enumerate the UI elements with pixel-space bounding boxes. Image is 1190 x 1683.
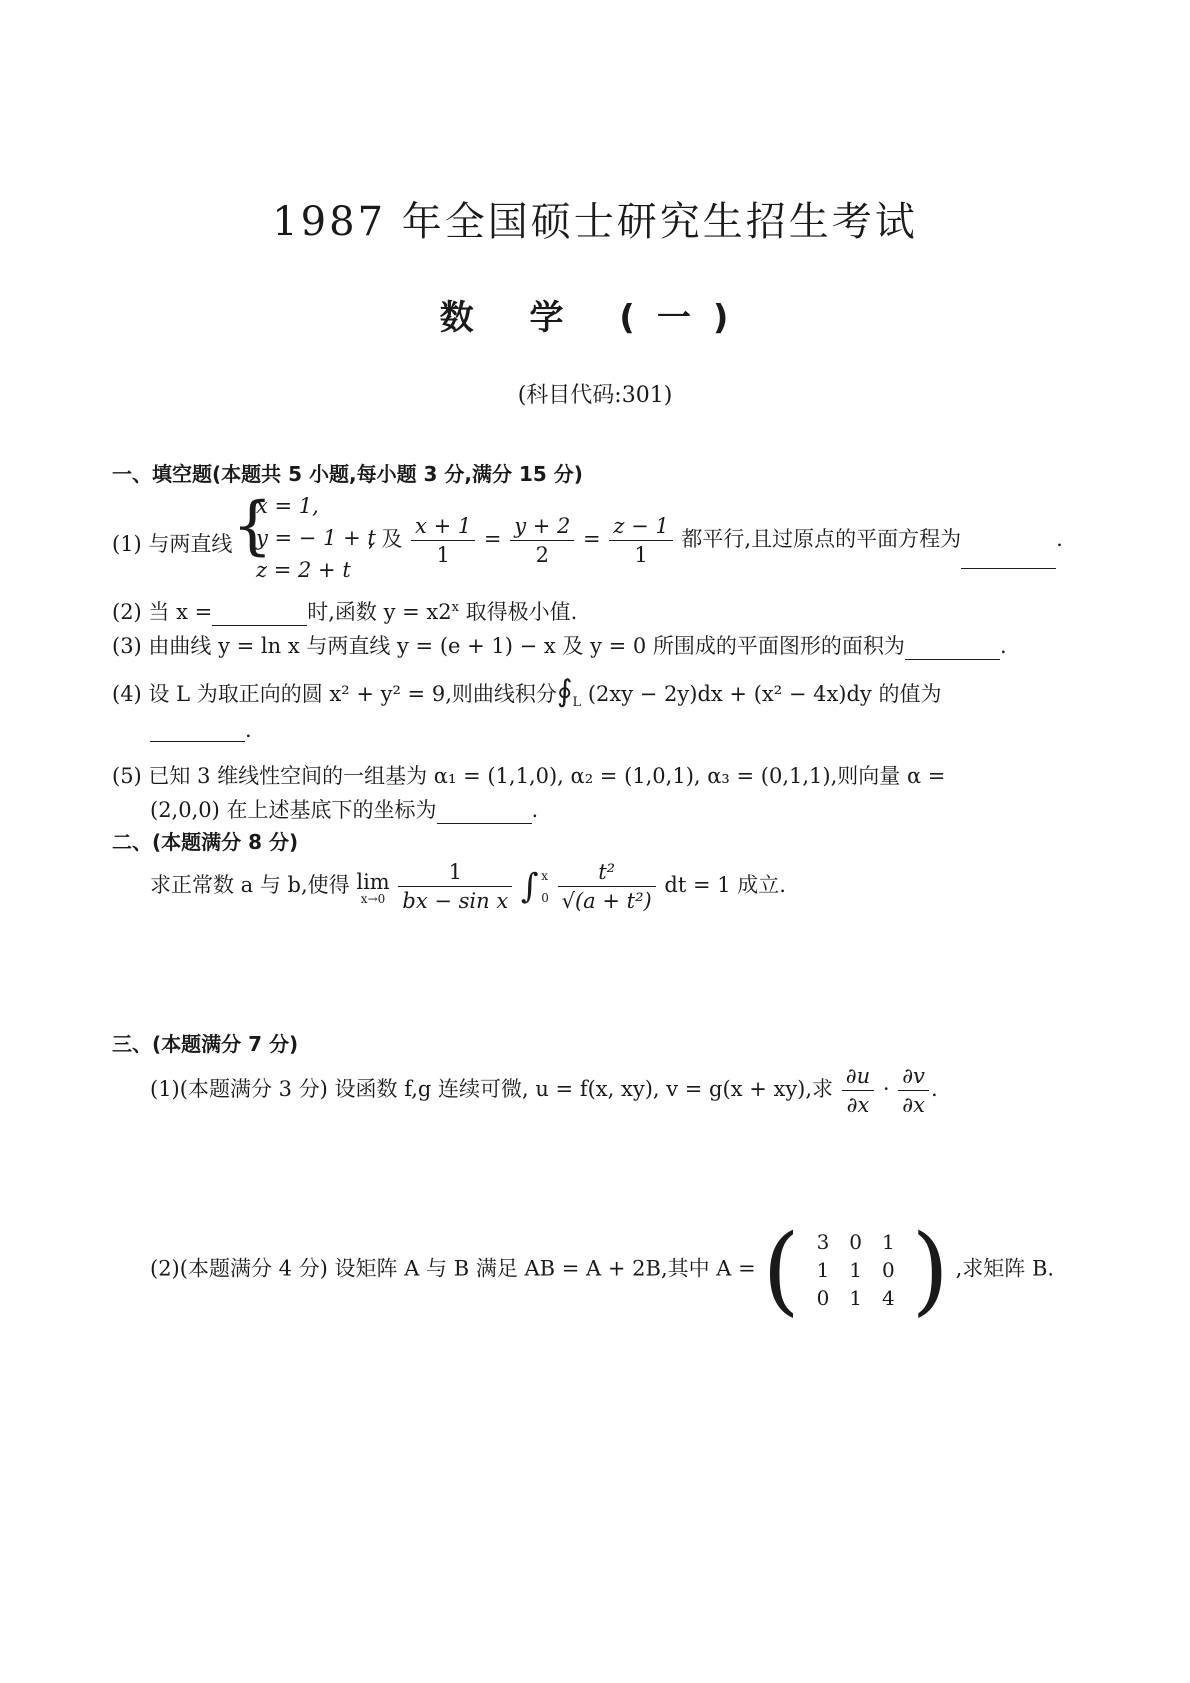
q2-answer-blank[interactable] [212, 605, 307, 626]
q1-answer-blank[interactable] [961, 548, 1056, 569]
q2 [112, 596, 577, 626]
matrix-row: 0 1 4 [816, 1286, 895, 1310]
q1-label: (1) 与两直线 [112, 532, 233, 556]
s3p1-pre: (1)(本题满分 3 分) 设函数 f,g 连续可微, u = f(x, xy), v = g(x + xy),求 [150, 1077, 834, 1101]
s3p2-post: ,求矩阵 B. [955, 1256, 1055, 1281]
q3-end: . [999, 634, 1007, 658]
matrix-row: 3 0 1 [816, 1230, 895, 1254]
s2-integral-sign: ∫ [520, 866, 539, 907]
q1-fraction-x: $\frac{x + 1}{1}$ [411, 512, 475, 569]
q4-integral-sub: L [572, 695, 582, 711]
q5-answer-blank[interactable] [437, 803, 532, 824]
q1-and: , 及 [368, 527, 403, 551]
q1-rest [368, 512, 1063, 569]
s2-integrand: $\frac{\text{t²}}{\text{√(a + t²)}}$ [558, 858, 656, 915]
q2-sup: x [451, 600, 459, 615]
q1-eq1: = [483, 527, 502, 551]
q1-sys-line3: z = 2 + t [256, 558, 351, 582]
q1-system [256, 490, 376, 586]
q1-tail: 都平行,且过原点的平面方程为 [681, 527, 962, 551]
q3 [112, 630, 1007, 660]
s2-limit: lim x→0 [356, 869, 390, 906]
q3-text: (3) 由曲线 y = ln x 与两直线 y = (e + 1) − x 及 y = 0 所围成的平面图形的面积为 [112, 634, 905, 658]
s3p1-end: . [930, 1077, 938, 1101]
section3-heading: 三、(本题满分 7 分) [112, 1032, 299, 1056]
q1-brace: { [232, 489, 273, 563]
q2-tail: 取得极小值. [458, 600, 578, 624]
q5-end: . [531, 798, 539, 822]
q3-answer-blank[interactable] [905, 639, 1000, 660]
q2-pre: (2) 当 x = [112, 600, 213, 624]
q4-integral-sign: ∮ [556, 674, 573, 709]
section3-part2 [150, 1214, 1055, 1326]
q1-sys-line1: x = 1, [256, 494, 319, 518]
q2-post: 时,函数 y = x2 [307, 600, 452, 624]
s3p1-dot: · [882, 1077, 890, 1101]
q4-end: . [245, 718, 252, 742]
section2-heading: 二、(本题满分 8 分) [112, 830, 299, 854]
q1-eq2: = [583, 527, 601, 551]
matrix-row: 1 1 0 [816, 1258, 895, 1282]
q1-sys-line2: y = − 1 + t [256, 526, 376, 550]
q4-expr: (2xy − 2y)dx + (x² − 4x)dy 的值为 [581, 682, 942, 706]
s2-integral-limits: x 0 [541, 868, 549, 905]
matrix-A [807, 1228, 905, 1312]
s3p1-du-dx: $\frac{\partial u}{\partial x}$ [842, 1062, 874, 1119]
q4-continued [150, 718, 252, 742]
s2-pre: 求正常数 a 与 b,使得 [150, 873, 350, 897]
q4-text: (4) 设 L 为取正向的圆 x² + y² = 9,则曲线积分 [112, 682, 557, 706]
subject-title: 数 学 (一) [439, 298, 751, 338]
subject-code: (科目代码:301) [517, 383, 673, 408]
q5-line2 [150, 794, 538, 824]
q5-line1: (5) 已知 3 维线性空间的一组基为 α₁ = (1,1,0), α₂ = (1,0,1), α₃ = (0,1,1),则向量 α = [112, 764, 946, 788]
matrix-right-paren: ) [911, 1214, 949, 1326]
q4 [112, 674, 941, 710]
q1-fraction-z: $\frac{z - 1}{1}$ [609, 512, 672, 569]
s2-fraction: $\frac{1}{\text{bx − sin x}}$ [398, 858, 512, 915]
q1-end: . [1056, 527, 1063, 551]
q5-line2-text: (2,0,0) 在上述基底下的坐标为 [150, 798, 437, 822]
q4-answer-blank[interactable] [150, 721, 245, 742]
section1-heading: 一、填空题(本题共 5 小题,每小题 3 分,满分 15 分) [112, 462, 583, 486]
matrix-left-paren: ( [762, 1214, 800, 1326]
page-title: 1987 年全国硕士研究生招生考试 [272, 199, 918, 245]
section3-part1 [150, 1062, 938, 1119]
section2-problem [150, 858, 786, 915]
s3p2-pre: (2)(本题满分 4 分) 设矩阵 A 与 B 满足 AB = A + 2B,其中 A = [150, 1256, 756, 1281]
s2-post: dt = 1 成立. [664, 873, 786, 897]
q1-fraction-y: $\frac{y + 2}{2}$ [510, 512, 574, 569]
s3p1-dv-dx: $\frac{\partial v}{\partial x}$ [898, 1062, 929, 1119]
